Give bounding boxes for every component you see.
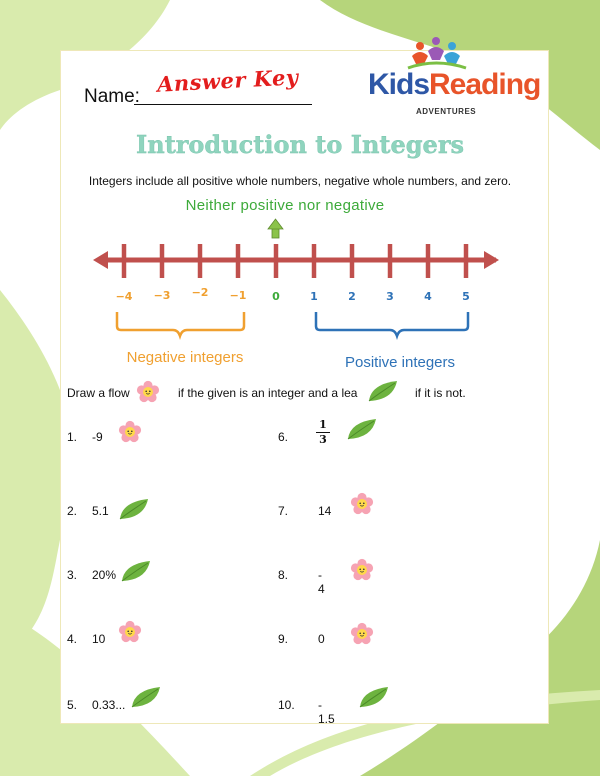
left-arrow-icon xyxy=(93,251,108,269)
logo-reading-text: Reading xyxy=(429,68,541,101)
instructions-part2: if the given is an integer and a lea xyxy=(178,386,358,400)
exercise-value: - 4 xyxy=(318,568,325,596)
number-line-label: 5 xyxy=(462,290,470,303)
leaf-icon xyxy=(346,416,378,442)
instructions-part1: Draw a flow xyxy=(67,386,130,400)
exercise-number: 6. xyxy=(278,430,289,444)
right-arrow-icon xyxy=(484,251,499,269)
answer-key-label: Answer Key xyxy=(156,64,300,97)
exercise-number: 4. xyxy=(67,632,78,646)
page-title: Introduction to Integers xyxy=(136,130,464,159)
flower-icon xyxy=(118,620,142,644)
leaf-icon xyxy=(358,684,390,710)
exercise-value: 0 xyxy=(318,632,325,646)
leaf-icon xyxy=(130,684,162,710)
leaf-icon xyxy=(367,378,399,404)
number-line-label: −1 xyxy=(229,289,247,302)
flower-icon xyxy=(136,380,160,404)
number-line-label: 2 xyxy=(348,290,356,303)
fraction-denominator: 3 xyxy=(319,433,327,446)
logo-kids-text: Kids xyxy=(368,68,430,101)
fraction-numerator: 1 xyxy=(319,418,327,431)
neither-label: Neither positive nor negative xyxy=(185,197,385,214)
leaf-icon xyxy=(118,496,150,522)
logo-subtitle: ADVENTURES xyxy=(416,107,477,116)
positive-integers-label: Positive integers xyxy=(344,354,456,371)
exercise-number: 10. xyxy=(278,698,295,712)
kids-reading-logo xyxy=(368,34,541,120)
flower-icon xyxy=(350,492,374,516)
flower-icon xyxy=(350,622,374,646)
exercise-value: 14 xyxy=(318,504,332,518)
zero-up-arrow-icon xyxy=(268,219,283,238)
number-line-label: −2 xyxy=(191,286,209,299)
exercise-number: 8. xyxy=(278,568,289,582)
exercise-value: -9 xyxy=(92,430,103,444)
flower-icon xyxy=(118,420,142,444)
name-field-line xyxy=(134,104,312,105)
number-line-label: 4 xyxy=(424,290,432,303)
number-line-label: −3 xyxy=(153,289,171,302)
number-line-label: 1 xyxy=(310,290,318,303)
exercise-value: 20% xyxy=(92,568,117,582)
number-line-label: 3 xyxy=(386,290,394,303)
fraction-value xyxy=(316,419,330,446)
number-line xyxy=(90,214,510,354)
name-label: Name: xyxy=(84,86,140,107)
number-line-label: −4 xyxy=(115,290,133,303)
number-line-label: 0 xyxy=(272,290,280,303)
exercise-value: 10 xyxy=(92,632,106,646)
positive-bracket xyxy=(316,312,468,336)
exercise-value: 0.33... xyxy=(92,698,126,712)
exercise-number: 9. xyxy=(278,632,289,646)
instructions-part3: if it is not. xyxy=(415,386,466,400)
negative-bracket xyxy=(117,312,244,336)
exercise-value: - 1.5 xyxy=(318,698,335,726)
exercise-number: 2. xyxy=(67,504,78,518)
exercise-number: 7. xyxy=(278,504,289,518)
exercise-number: 3. xyxy=(67,568,78,582)
negative-integers-label: Negative integers xyxy=(126,349,244,366)
exercise-value: 5.1 xyxy=(92,504,109,518)
flower-icon xyxy=(350,558,374,582)
leaf-icon xyxy=(120,558,152,584)
exercise-number: 5. xyxy=(67,698,78,712)
exercise-number: 1. xyxy=(67,430,78,444)
intro-text: Integers include all positive whole numbers, negative whole numbers, and zero. xyxy=(88,174,512,188)
